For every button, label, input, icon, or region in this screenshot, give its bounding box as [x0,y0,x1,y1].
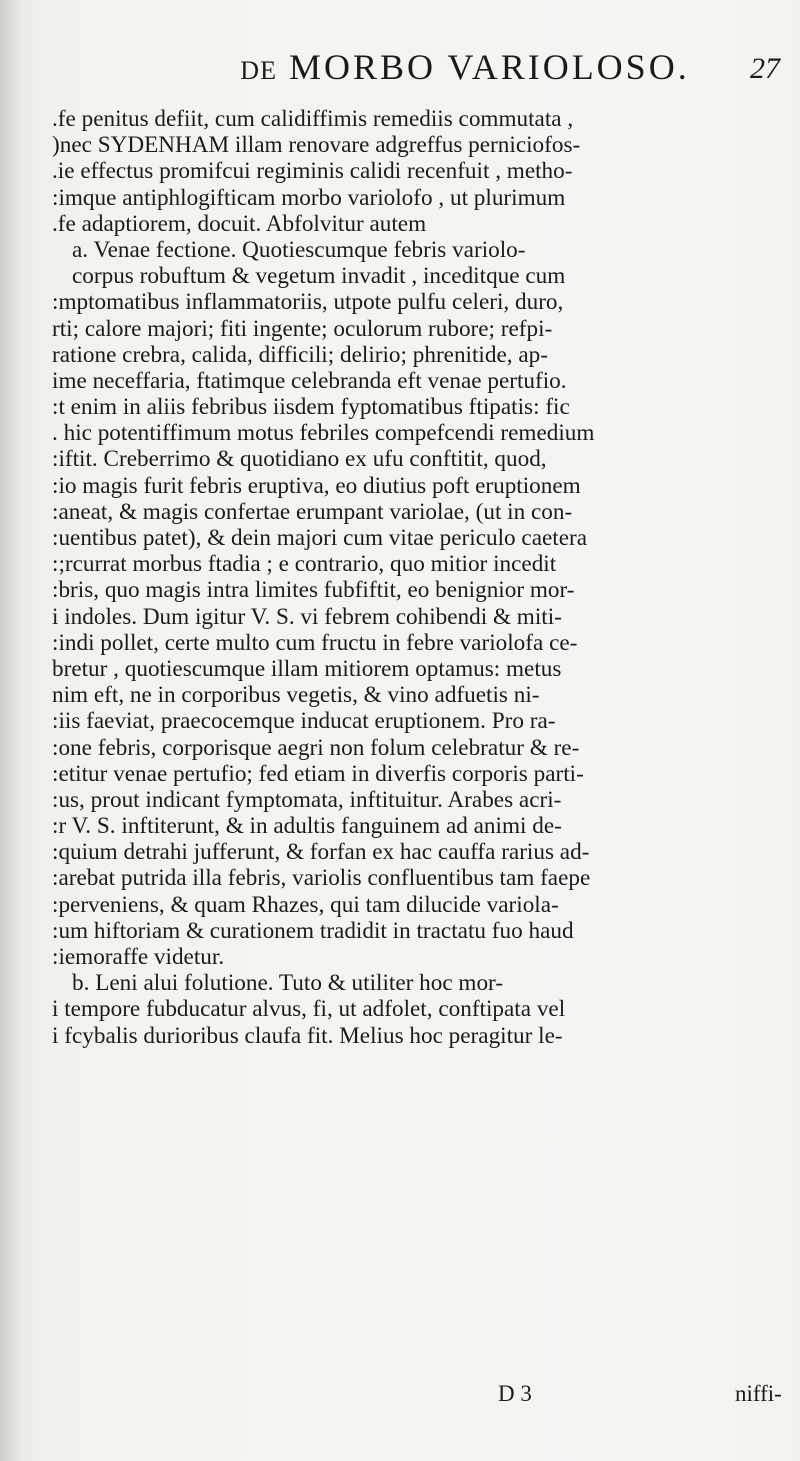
text-line: i tempore fubducatur alvus, fi, ut adfolet, conftipata vel [52,996,566,1023]
page-number: 27 [750,52,780,85]
text-line: :one febris, corporisque aegri non folum celebratur & re- [52,734,580,761]
text-line: a. Venae fectione. Quotiescumque febris variolo- [72,236,526,263]
running-head-title: MORBO VARIOLOSO. [288,47,690,87]
text-line: corpus robuftum & vegetum invadit , inceditque cum [72,263,566,290]
text-line: .fe adaptiorem, docuit. Abfolvitur autem [52,210,427,237]
text-line: b. Leni alui folutione. Tuto & utiliter hoc mor- [72,970,504,997]
text-line: bretur , quotiescumque illam mitiorem optamus: metus [52,655,562,682]
text-line: .fe penitus defiit, cum calidiffimis remediis commutata , [52,106,574,132]
text-line: nim eft, ne in corporibus vegetis, & vino adfuetis ni- [52,682,540,709]
text-line: :uentibus patet), & dein majori cum vitae periculo caetera [52,525,588,551]
running-header [0,46,800,96]
text-line: :indi pollet, certe multo cum fructu in febre variolofa ce- [52,629,578,656]
text-line: :imque antiphlogifticam morbo variolofo , ut plurimum [52,184,566,211]
text-line: :r V. S. inftiterunt, & in adultis fanguinem ad animi de- [52,813,562,840]
text-line: i fcybalis durioribus claufa fit. Melius hoc peragitur le- [52,1022,563,1049]
text-line: :;rcurrat morbus ftadia ; e contrario, quo mitior incedit [52,551,557,578]
body-text [52,106,792,1049]
text-line: :etitur venae pertufio; fed etiam in diverfis corporis parti- [52,760,584,787]
running-head-prefix: DE [240,56,277,85]
text-line: i indoles. Dum igitur V. S. vi febrem cohibendi & miti- [52,603,562,630]
text-line: ime neceffaria, ftatimque celebranda eft venae pertufio. [52,367,567,394]
text-line: :mptomatibus inflammatoriis, utpote pulfu celeri, duro, [52,289,564,316]
text-line: :arebat putrida illa febris, variolis confluentibus tam faepe [52,865,591,892]
catchword: niffi- [735,1381,782,1406]
text-line: :io magis furit febris eruptiva, eo diutius poft eruptionem [52,472,581,499]
binding-gutter-shadow [0,0,22,1461]
text-line: :t enim in aliis febribus iisdem fyptomatibus ftipatis: fic [52,394,570,421]
text-line: . hic potentiffimum motus febriles compefcendi remedium [52,420,595,447]
text-line: :um hiftoriam & curationem tradidit in tractatu fuo haud [52,917,574,944]
text-line: ratione crebra, calida, difficili; delirio; phrenitide, ap- [52,341,548,368]
signature-mark: D 3 [498,1381,532,1406]
text-line: rti; calore majori; fiti ingente; oculorum rubore; refpi- [52,315,553,342]
text-line: :iemoraffe videtur. [52,944,225,970]
text-line: :us, prout indicant fymptomata, inftituitur. Arabes acri- [52,786,562,813]
text-line: :iis faeviat, praecocemque inducat eruptionem. Pro ra- [52,708,556,735]
text-line: )nec SYDENHAM illam renovare adgreffus perniciofos- [52,132,581,159]
running-head [240,46,689,88]
text-line: .ie effectus promifcui regiminis calidi recenfuit , metho- [52,158,573,185]
text-line: :quium detrahi jufferunt, & forfan ex hac cauffa rarius ad- [52,839,590,866]
page-footer [0,1381,800,1411]
text-line: :aneat, & magis confertae erumpant variolae, (ut in con- [52,498,573,525]
text-line: :perveniens, & quam Rhazes, qui tam dilucide variola- [52,891,559,918]
text-line: :bris, quo magis intra limites fubfiftit, eo benignior mor- [52,577,575,604]
text-line: :iftit. Creberrimo & quotidiano ex ufu conftitit, quod, [52,446,547,473]
